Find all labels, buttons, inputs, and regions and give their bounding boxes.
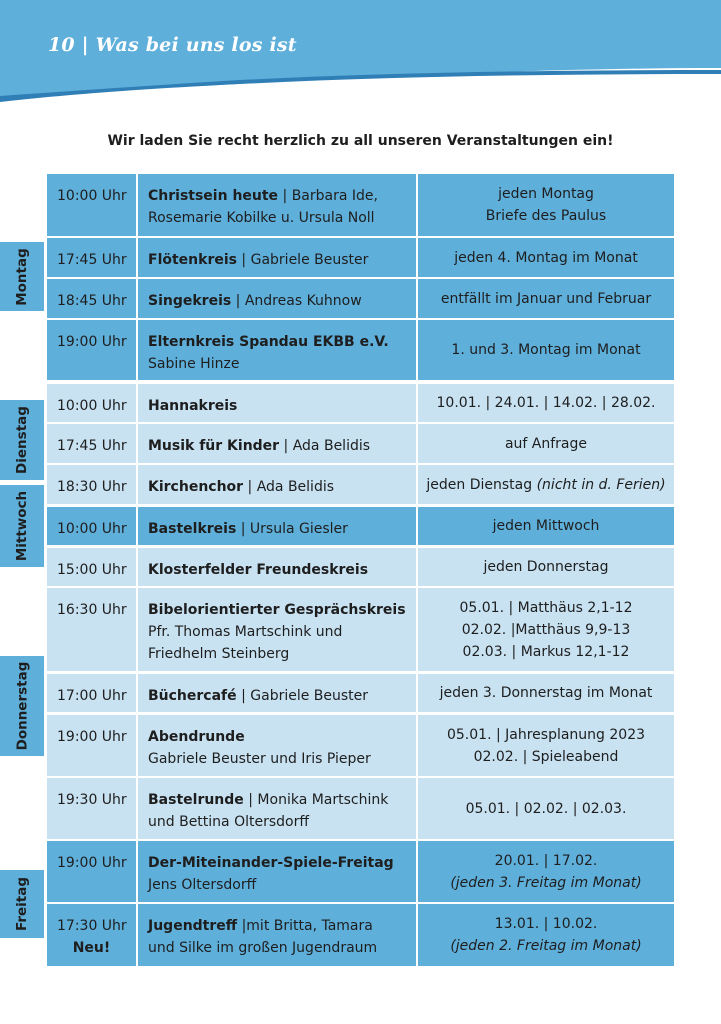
table-row: [47, 841, 674, 902]
event-time: 17:30 Uhr Neu!: [47, 904, 136, 966]
intro-text: Wir laden Sie recht herzlich zu all unseren Veranstaltungen ein!: [107, 133, 614, 149]
page-header-title: 10 | Was bei uns los ist: [48, 34, 297, 56]
table-row: [47, 174, 674, 236]
event-time: 19:30 Uhr: [47, 778, 136, 839]
event-time: 15:00 Uhr: [47, 548, 136, 586]
event-time: 19:00 Uhr: [47, 715, 136, 776]
event-title-cell: Klosterfelder Freundeskreis: [138, 548, 416, 586]
table-row: [47, 507, 674, 545]
event-info: 10.01. | 24.01. | 14.02. | 28.02.: [418, 384, 674, 422]
event-info: auf Anfrage: [418, 424, 674, 463]
event-info: entfällt im Januar und Februar: [418, 279, 674, 318]
day-label-montag: Montag: [0, 242, 44, 311]
table-row: [47, 778, 674, 839]
event-info: 05.01. | Matthäus 2,1-12 02.02. |Matthäus 9,9-13 02.03. | Markus 12,1-12: [418, 588, 674, 671]
event-time: 16:30 Uhr: [47, 588, 136, 671]
event-time: 17:45 Uhr: [47, 238, 136, 277]
table-row: [47, 279, 674, 318]
event-time: 19:00 Uhr: [47, 320, 136, 380]
event-title-cell: Bastelkreis | Ursula Giesler: [138, 507, 416, 545]
day-label-donnerstag: Donnerstag: [0, 656, 44, 756]
event-info: jeden 3. Donnerstag im Monat: [418, 674, 674, 712]
event-title-cell: Bibelorientierter Gesprächskreis Pfr. Thomas Martschink und Friedhelm Steinberg: [138, 588, 416, 671]
event-info: 13.01. | 10.02. (jeden 2. Freitag im Monat): [418, 904, 674, 966]
table-row: [47, 424, 674, 463]
event-time: 10:00 Uhr: [47, 384, 136, 422]
day-label-dienstag: Dienstag: [0, 400, 44, 480]
event-info: 1. und 3. Montag im Monat: [418, 320, 674, 380]
event-title-cell: Jugendtreff |mit Britta, Tamara und Silke im großen Jugendraum: [138, 904, 416, 966]
table-row: [47, 674, 674, 712]
table-row: [47, 715, 674, 776]
event-title-cell: Bastelrunde | Monika Martschink und Bettina Oltersdorff: [138, 778, 416, 839]
day-label-mittwoch: Mittwoch: [0, 485, 44, 567]
table-row: [47, 384, 674, 422]
event-time: 17:45 Uhr: [47, 424, 136, 463]
event-title-cell: Christsein heute | Barbara Ide, Rosemarie Kobilke u. Ursula Noll: [138, 174, 416, 236]
event-info: 20.01. | 17.02. (jeden 3. Freitag im Monat): [418, 841, 674, 902]
event-info: jeden 4. Montag im Monat: [418, 238, 674, 277]
event-time: 19:00 Uhr: [47, 841, 136, 902]
table-row: [47, 320, 674, 380]
event-info: 05.01. | 02.02. | 02.03.: [418, 778, 674, 839]
event-time: 18:30 Uhr: [47, 465, 136, 504]
event-info: jeden Donnerstag: [418, 548, 674, 586]
event-title-cell: Musik für Kinder | Ada Belidis: [138, 424, 416, 463]
event-title-cell: Elternkreis Spandau EKBB e.V. Sabine Hinze: [138, 320, 416, 380]
event-title-cell: Flötenkreis | Gabriele Beuster: [138, 238, 416, 277]
event-title-cell: Kirchenchor | Ada Belidis: [138, 465, 416, 504]
new-badge: Neu!: [72, 940, 111, 956]
table-row: [47, 904, 674, 966]
event-time: 18:45 Uhr: [47, 279, 136, 318]
event-time: 10:00 Uhr: [47, 174, 136, 236]
event-info: jeden Montag Briefe des Paulus: [418, 174, 674, 236]
table-row: [47, 588, 674, 671]
event-title-cell: Hannakreis: [138, 384, 416, 422]
event-title-cell: Büchercafé | Gabriele Beuster: [138, 674, 416, 712]
table-row: [47, 238, 674, 277]
table-row: [47, 548, 674, 586]
event-info: jeden Dienstag (nicht in d. Ferien): [418, 465, 674, 504]
table-row: [47, 465, 674, 504]
event-title-cell: Abendrunde Gabriele Beuster und Iris Pieper: [138, 715, 416, 776]
day-label-freitag: Freitag: [0, 870, 44, 938]
event-title-cell: Der-Miteinander-Spiele-Freitag Jens Oltersdorff: [138, 841, 416, 902]
event-time: 10:00 Uhr: [47, 507, 136, 545]
event-title-cell: Singekreis | Andreas Kuhnow: [138, 279, 416, 318]
event-info: 05.01. | Jahresplanung 2023 02.02. | Spieleabend: [418, 715, 674, 776]
event-info: jeden Mittwoch: [418, 507, 674, 545]
event-time: 17:00 Uhr: [47, 674, 136, 712]
